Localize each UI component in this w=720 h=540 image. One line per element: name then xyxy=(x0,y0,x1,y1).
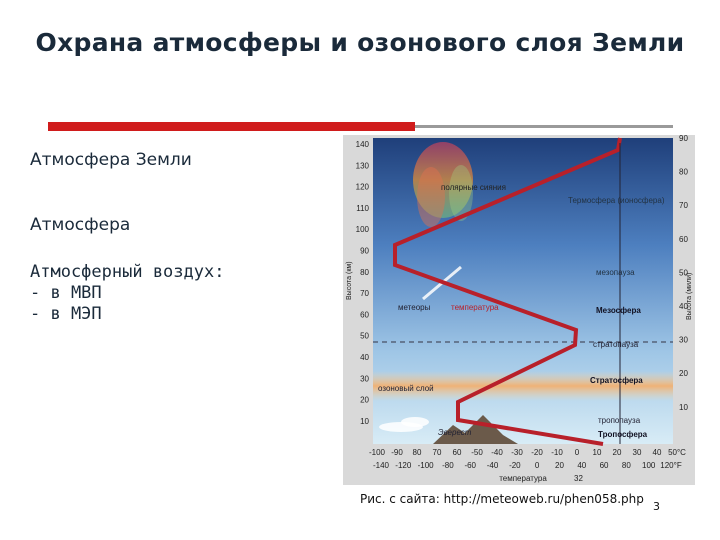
atmosphere-layers-figure xyxy=(343,135,695,485)
x-tick-c-label: 20 xyxy=(612,448,622,457)
label-temperature: температура xyxy=(451,303,499,312)
x-tick-c-label: -20 xyxy=(531,448,543,457)
page-number: 3 xyxy=(653,500,660,513)
label-thermosphere: Термосфера (ионосфера) xyxy=(568,196,665,205)
y-tick-km-label: 110 xyxy=(356,203,369,213)
bullet-atmosphere-earth: Атмосфера Земли xyxy=(30,150,192,170)
x-tick-f-label: 40 xyxy=(577,461,587,470)
label-tropopause: тропопауза xyxy=(598,416,641,425)
y-tick-km-label: 20 xyxy=(360,395,369,405)
y-tick-km-label: 30 xyxy=(360,374,369,384)
title-underline-rule xyxy=(415,125,673,128)
x-tick-f-label: -40 xyxy=(486,461,499,470)
x-tick-c-label: -10 xyxy=(551,448,563,457)
x-tick-f-label: -100 xyxy=(417,461,434,470)
y-tick-km-label: 50 xyxy=(360,331,369,341)
x-tick-c-label: 0 xyxy=(574,448,580,457)
label-meteors: метеоры xyxy=(398,303,431,312)
y-tick-mi-label: 80 xyxy=(679,167,688,177)
x-freezing-label: 32 xyxy=(574,474,583,483)
x-tick-c-label: -30 xyxy=(511,448,523,457)
x-tick-c-label: 40 xyxy=(652,448,662,457)
figure-caption: Рис. с сайта: http://meteoweb.ru/phen058.php xyxy=(360,492,644,506)
y-tick-km-label: 70 xyxy=(360,289,369,299)
label-aurora: полярные сияния xyxy=(441,183,506,192)
y-tick-mi-label: 30 xyxy=(679,335,688,345)
y-tick-km-label: 140 xyxy=(355,140,369,149)
x-tick-f-label: -140 xyxy=(372,461,390,470)
y-tick-km-label: 90 xyxy=(360,246,369,256)
x-tick-c-label: 30 xyxy=(632,448,642,457)
y-tick-mi-label: 20 xyxy=(679,369,688,379)
y-tick-km-label: 60 xyxy=(360,310,369,320)
y-tick-mi-label: 50 xyxy=(679,268,688,278)
x-tick-f-label: -20 xyxy=(509,461,521,470)
label-troposphere: Тропосфера xyxy=(598,430,648,439)
y-tick-mi-label: 60 xyxy=(679,234,688,244)
y-tick-km-label: 80 xyxy=(360,267,369,277)
y-tick-mi-label: 70 xyxy=(679,201,688,211)
label-stratopause: стратопауза xyxy=(593,340,639,349)
y-tick-km-label: 40 xyxy=(360,353,369,362)
label-mesosphere: Мезосфера xyxy=(596,306,641,315)
y-tick-km-label: 130 xyxy=(355,161,369,171)
x-tick-c-label: -40 xyxy=(491,448,503,457)
x-tick-f-label: 60 xyxy=(599,461,609,470)
x-tick-c-label: 10 xyxy=(592,448,602,457)
y-tick-km-label: 100 xyxy=(355,225,369,235)
title-underline-accent xyxy=(48,122,415,131)
x-tick-f-label: 20 xyxy=(555,461,564,470)
x-tick-f-label: -60 xyxy=(464,461,477,470)
label-ozone: озоновый слой xyxy=(378,384,434,393)
x-tick-f-label: 120°F xyxy=(660,461,682,470)
x-tick-f-label: 100 xyxy=(642,461,656,470)
x-tick-f-label: -120 xyxy=(395,461,412,470)
label-stratosphere: Стратосфера xyxy=(590,376,643,385)
label-everest: Эверест xyxy=(438,428,472,437)
x-tick-c-label: 70 xyxy=(432,448,442,457)
bullet-atmospheric-air xyxy=(30,262,224,325)
x-tick-c-label: -90 xyxy=(391,448,403,457)
label-mesopause: мезопауза xyxy=(596,268,635,277)
left-axis-label: Высота (км) xyxy=(346,261,353,300)
x-axis-label: температура xyxy=(499,474,547,483)
x-tick-f-label: -80 xyxy=(442,461,454,470)
y-tick-km-label: 10 xyxy=(360,416,369,426)
y-tick-km-label: 120 xyxy=(355,182,369,192)
x-tick-c-label: -50 xyxy=(471,448,483,457)
slide-title: Охрана атмосферы и озонового слоя Земли xyxy=(35,28,685,57)
y-tick-mi-label: 90 xyxy=(679,135,688,143)
x-tick-c-label: 80 xyxy=(412,448,422,457)
x-tick-c-label: 60 xyxy=(452,448,462,457)
bullet-mvp: - в МВП xyxy=(30,283,102,303)
y-tick-mi-label: 10 xyxy=(679,402,688,412)
bullet-atmospheric-air-title: Атмосферный воздух: xyxy=(30,262,225,282)
bullet-mep: - в МЭП xyxy=(30,304,102,324)
x-tick-c-label: -100 xyxy=(368,448,386,457)
x-tick-f-label: 80 xyxy=(621,461,631,470)
y-tick-mi-label: 40 xyxy=(679,302,688,311)
right-axis-label: Высота (мили) xyxy=(686,272,693,320)
bullet-atmosphere: Атмосфера xyxy=(30,215,131,235)
x-tick-f-label: 0 xyxy=(534,461,540,470)
x-tick-c-label: 50°C xyxy=(668,448,686,457)
